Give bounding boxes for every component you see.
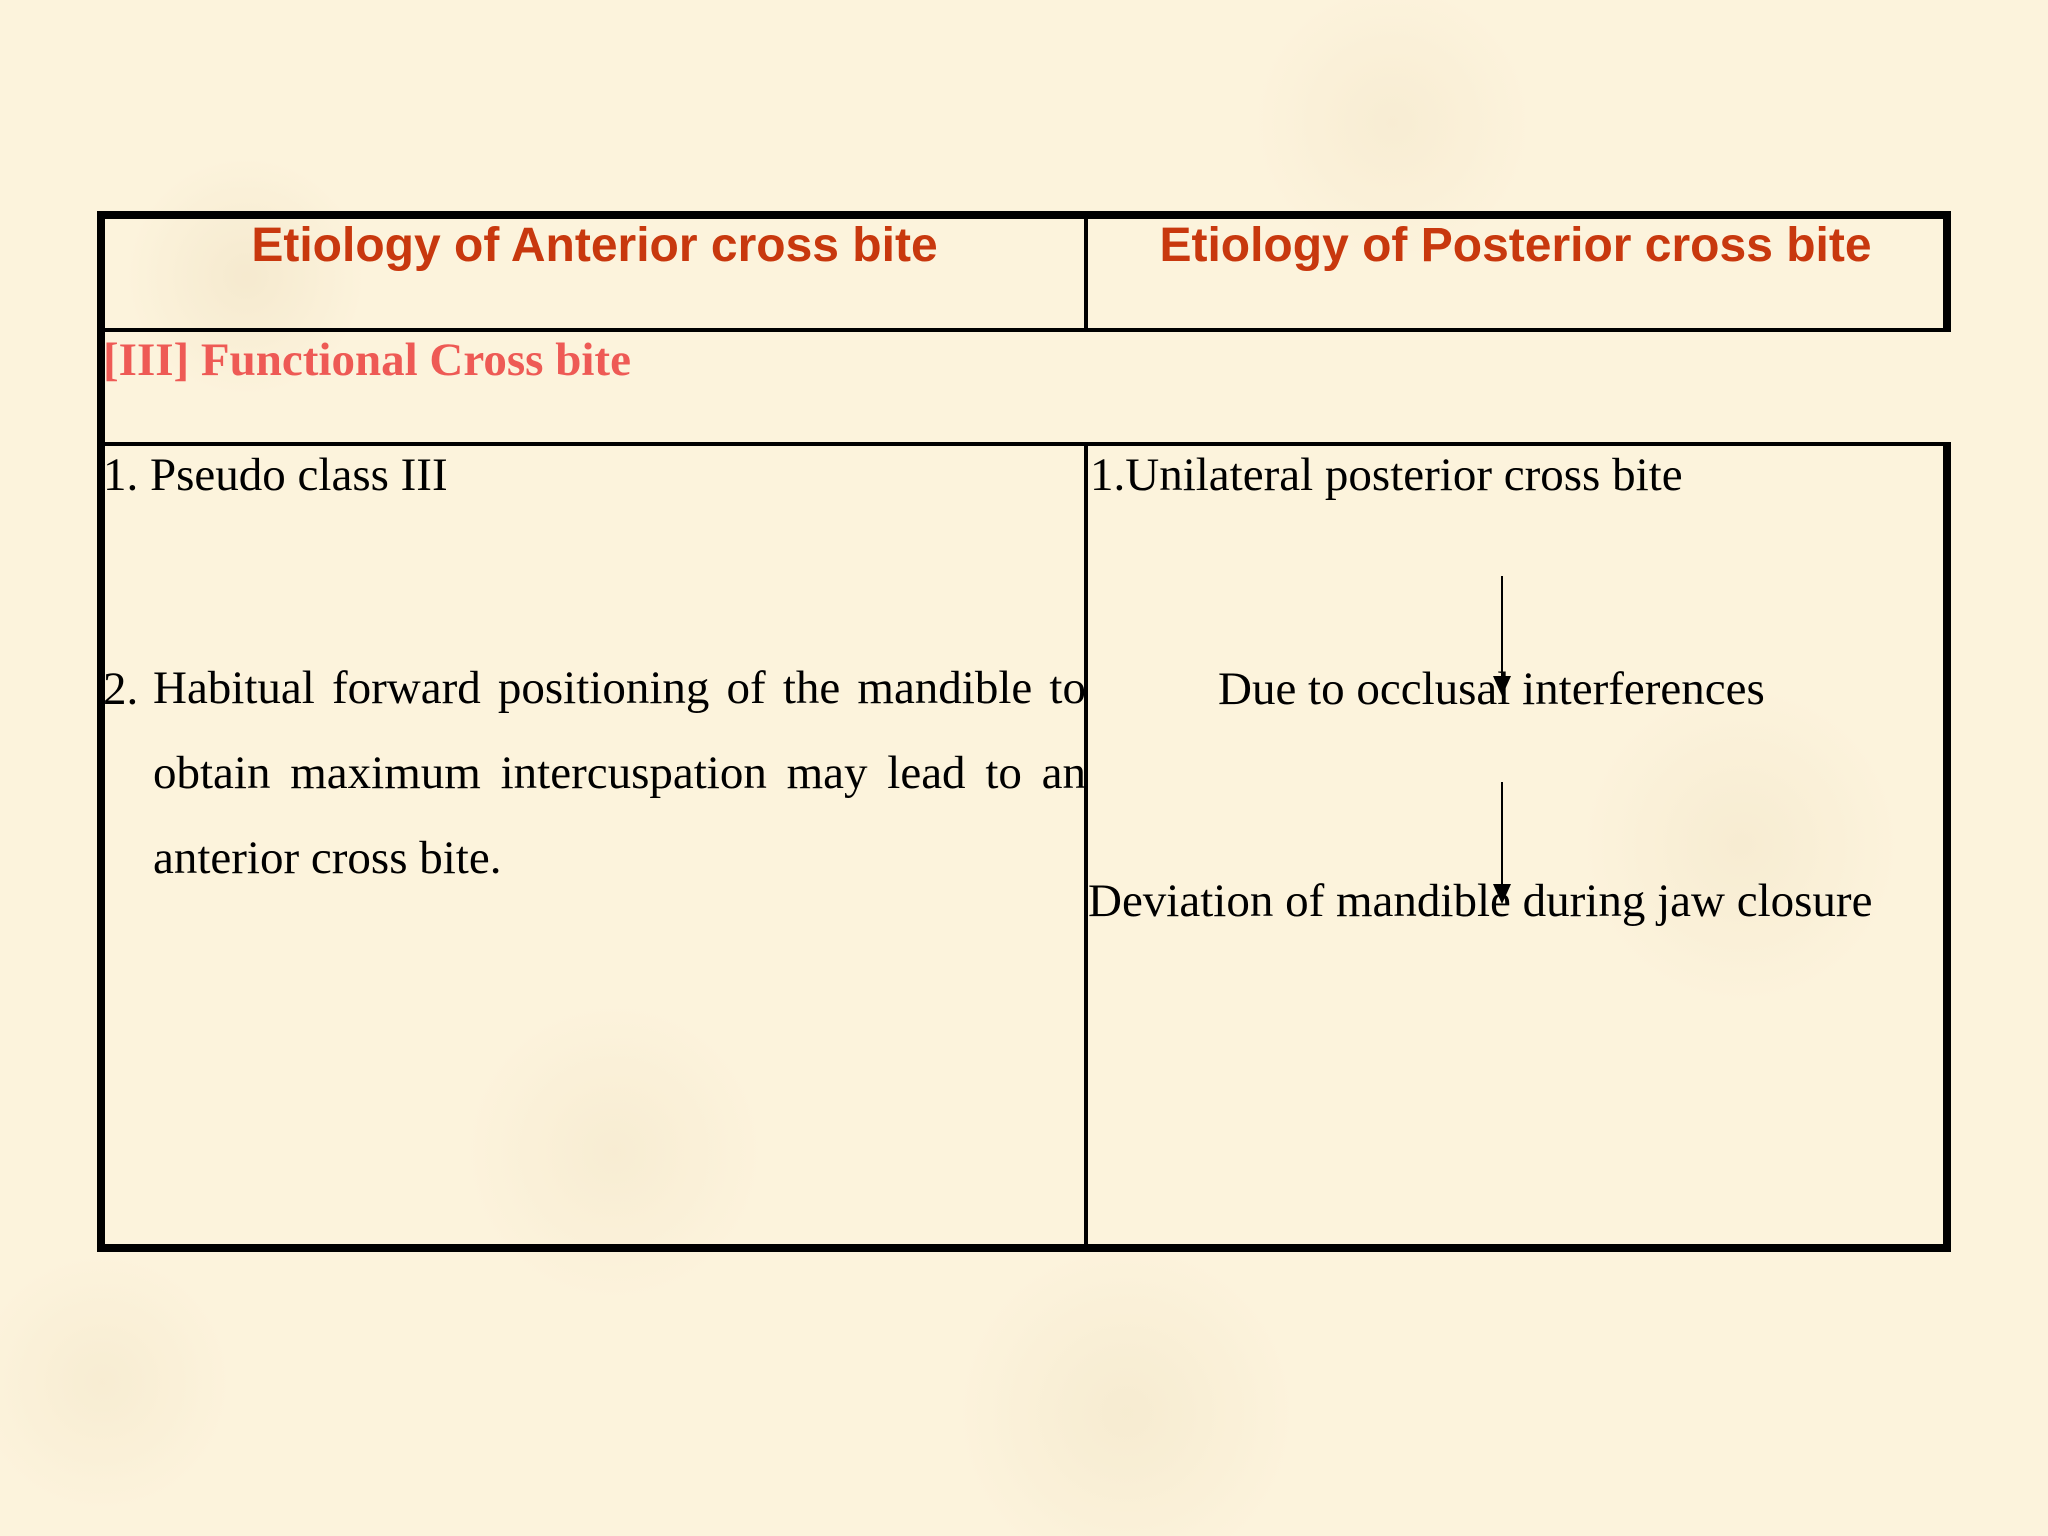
section-divider bbox=[97, 442, 1951, 446]
posterior-item-1: 1.Unilateral posterior cross bite bbox=[1090, 449, 1683, 501]
posterior-step-2: Deviation of mandible during jaw closure bbox=[1088, 875, 1873, 927]
header-divider bbox=[97, 328, 1951, 332]
section-title: [III] Functional Cross bite bbox=[103, 334, 631, 386]
anterior-item-2-number: 2. bbox=[103, 663, 139, 715]
table-border-right-lower bbox=[1943, 444, 1951, 1252]
header-anterior: Etiology of Anterior cross bite bbox=[251, 219, 938, 272]
header-posterior: Etiology of Posterior cross bite bbox=[1159, 219, 1872, 272]
anterior-item-2-text: Habitual forward positioning of the mandible to obtain maximum intercuspation may lead to an anterior cross bite. bbox=[153, 662, 1086, 884]
anterior-item-1: 1. Pseudo class III bbox=[103, 449, 448, 501]
table-border-right-upper bbox=[1943, 211, 1951, 332]
table-border-bottom bbox=[97, 1244, 1951, 1252]
posterior-step-1: Due to occlusal interferences bbox=[1218, 663, 1765, 715]
